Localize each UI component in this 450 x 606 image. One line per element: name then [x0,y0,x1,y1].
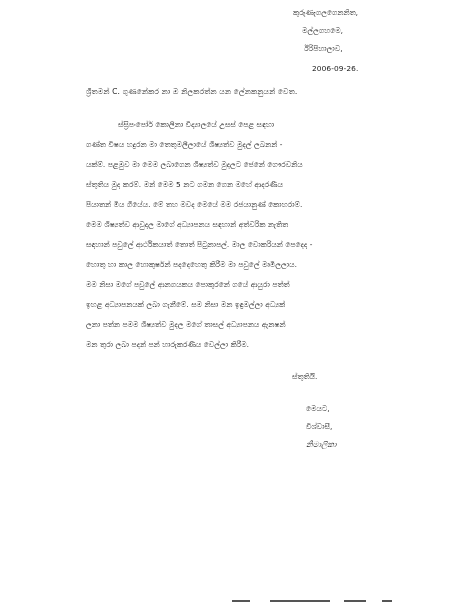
body-line: ඉහළ අධ්‍යාපනයක් ලබා ගැනීමේ. සම නිසා මන ඉඳුමල්ලා අධ්‍යක් [86,300,286,309]
signoff-line-1: මෙයට, [306,404,330,413]
body-line: ගණ්ත විෂය හදුරන මා තෙතුමලීලායේ ශිෂ්‍යත්ව මුදල් ලබනන් - [86,140,283,149]
address-line-2: මල්ලගහමෙ, [302,26,344,35]
body-line: ලනා පත්න පමම ශිෂ්‍යත්ව මුදල මගේ තාසල් අධ්‍යාපනය ඇනෂන් [86,320,286,329]
body-line: ස්ස්‍රිපංපෝර් කොලිනා විද්‍යාලයේ උසස් පෙළ සඳහා [118,120,275,129]
letter-date: 2006-09-26. [312,64,359,73]
body-line: සඳහාන් පවුලේ ආර්ථිකයාත් තොත් පිටුනාපල්. මාල වොකරියන් පෙදෙද - [86,240,313,249]
body-line: පියාතන් මිය ගියේය. මේ තහ මවද මෙයේ මම රජයානුණ් කොහරාම්. [86,200,303,209]
scan-edge-mark [382,600,392,602]
signoff-line-2: විශ්වාසී, [306,422,333,431]
scan-edge-mark [232,600,250,602]
body-line: මන තුරා ලබා පදන් පන් හාරුකරණීය වෙල්ලා කිරීම. [86,340,250,349]
scan-edge-mark [270,600,330,602]
body-line: මෙම ශිෂ්‍යත්ව ආවුදල මාගේ අධ්‍යාපනය සඳහාන් අත්වරික නැතිත [86,220,289,229]
signature: නිමාලිකා [306,440,337,449]
body-line: යක්ම්. පළමුව මා මෙම ලබාගෙන ශිෂ්‍යත්ව මුදලට ජෙනේ ගෞරවනිය [86,160,303,169]
recipient-salutation: ශ්‍රීතමන් C. ගුණනේකර නා ඔ නිලකරත්න යන ලේනකනුයන් වෙත. [86,87,298,96]
body-line: මම නිසා මගේ පවුලේ ආනගයකය පොකුරනේ ගයේ ආයුරා පත්ත් [86,280,290,289]
body-line: හොතු හා කාල හොකුර්ෂන් පදදෙහෙතු කිරීම මා පවුලේ මෘමිලලාය. [86,260,298,269]
body-line: ස්තුතිය මුද කරම්. මන් මෙම 5 නට ගමන ගෙන මහේ ආදරණීය [86,180,283,189]
scan-edge-mark [344,600,366,602]
address-line-1: කුරුණෑගලගෙනනිත, [293,8,359,17]
thanks-line: ස්තුතියි. [292,372,318,381]
address-line-3: ඊරිපිහාලාව, [304,44,343,53]
